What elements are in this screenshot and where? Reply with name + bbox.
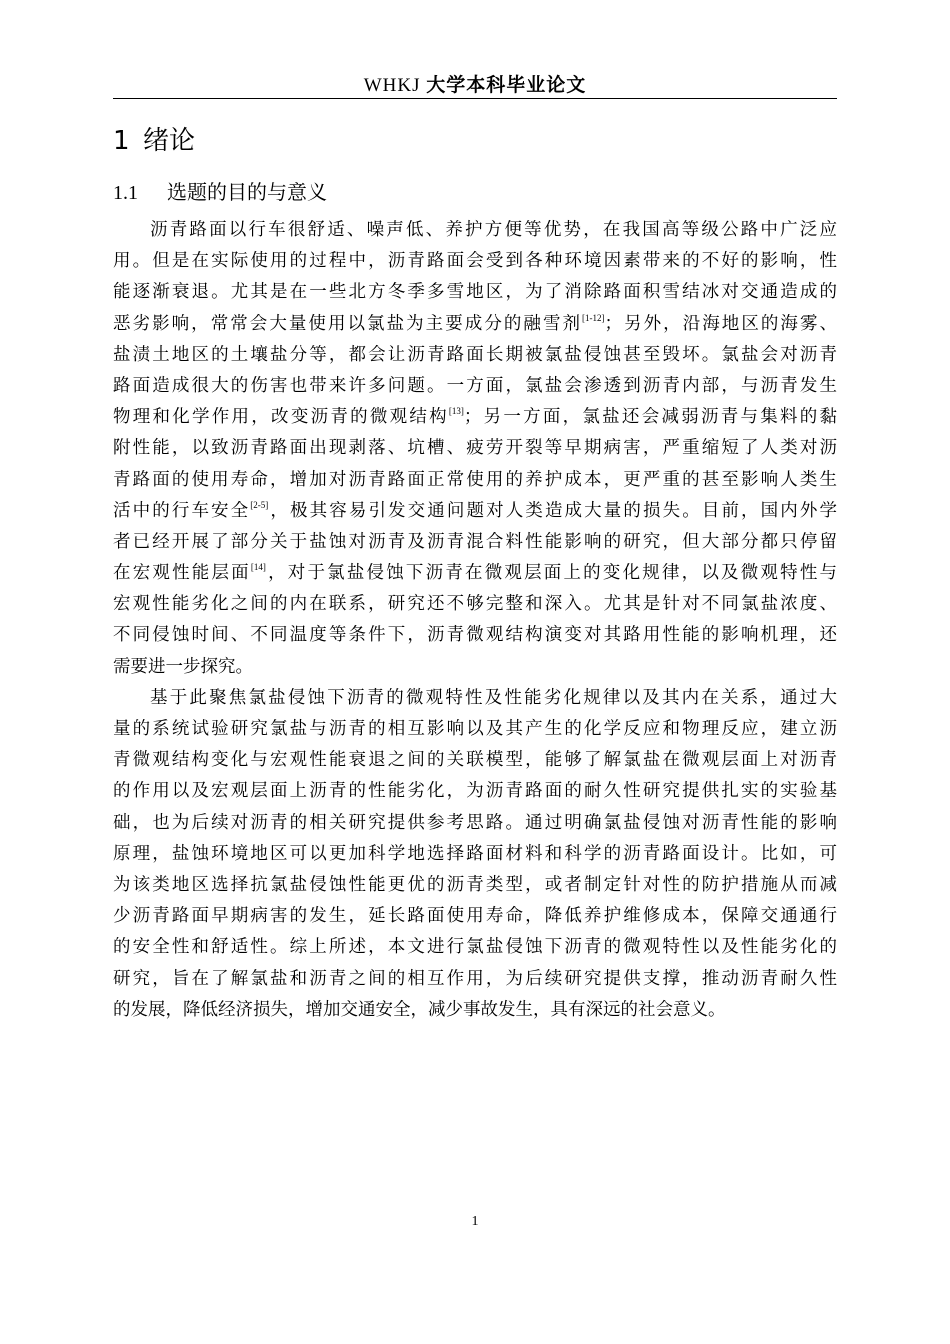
text-run: 用。但是在实际使用的过程中，沥青路面会受到各种环境因素带来的不好的影响，性: [113, 251, 837, 272]
paragraph-line: [113, 745, 837, 776]
citation-reference: [2-5]: [250, 499, 269, 510]
text-run: 物理和化学作用，改变沥青的微观结构: [113, 407, 449, 428]
text-run: 为该类地区选择抗氯盐侵蚀性能更优的沥青类型，或者制定针对性的防护措施从而减: [113, 874, 837, 895]
section-heading: [113, 177, 327, 208]
paragraph-line: [113, 277, 837, 308]
paragraph-line: [113, 527, 837, 558]
paragraph: [113, 215, 837, 683]
paragraph-line: [113, 465, 837, 496]
chapter-title: 绪论: [143, 126, 196, 156]
paragraph: [113, 683, 837, 1026]
paragraph-line: [113, 932, 837, 963]
citation-reference: [14]: [250, 562, 266, 573]
citation-reference: [1-12]: [582, 312, 605, 323]
text-run: 的作用以及宏观层面上沥青的性能劣化，为沥青路面的耐久性研究提供扎实的实验基: [113, 781, 837, 802]
text-run: 不同侵蚀时间、不同温度等条件下，沥青微观结构演变对其路用性能的影响机理，还: [113, 625, 837, 646]
text-run: 研究，旨在了解氯盐和沥青之间的相互作用，为后续研究提供支撑，推动沥青耐久性: [113, 968, 837, 989]
text-run: 青路面的使用寿命，增加对沥青路面正常使用的养护成本，更严重的甚至影响人类生: [113, 469, 837, 490]
paragraph-line: [113, 402, 837, 433]
text-run: 能逐渐衰退。尤其是在一些北方冬季多雪地区，为了消除路面积雪结冰对交通造成的: [113, 282, 837, 303]
paragraph-line: [113, 808, 837, 839]
paragraph-line: [113, 776, 837, 807]
paragraph-line: [113, 870, 837, 901]
paragraph-line: [113, 589, 837, 620]
text-run: 量的系统试验研究氯盐与沥青的相互影响以及其产生的化学反应和物理反应，建立沥: [113, 719, 837, 739]
text-run: 附性能，以致沥青路面出现剥落、坑槽、疲劳开裂等早期病害，严重缩短了人类对沥: [113, 438, 837, 459]
chapter-number: 1: [113, 126, 130, 156]
text-run: 盐渍土地区的土壤盐分等，都会让沥青路面长期被氯盐侵蚀甚至毁坏。氯盐会对沥青: [113, 344, 837, 365]
chapter-heading: [113, 124, 195, 158]
citation-reference: [13]: [448, 406, 464, 417]
text-run: 的安全性和舒适性。综上所述，本文进行氯盐侵蚀下沥青的微观特性以及性能劣化的: [113, 937, 837, 958]
paragraph-line: [113, 652, 837, 683]
paragraph-line: [113, 714, 837, 745]
text-run: 在宏观性能层面: [113, 563, 251, 584]
text-run: 路面造成很大的伤害也带来许多问题。一方面，氯盐会渗透到沥青内部，与沥青发生: [113, 375, 837, 396]
section-title: 选题的目的与意义: [167, 180, 327, 204]
paragraph-line: [113, 371, 837, 402]
text-run: 础，也为后续对沥青的相关研究提供参考思路。通过明确氯盐侵蚀对沥青性能的影响: [113, 812, 837, 833]
text-run: 需要进一步探究。: [113, 656, 253, 677]
text-run: 少沥青路面早期病害的发生，延长路面使用寿命，降低养护维修成本，保障交通通行: [113, 906, 837, 927]
paragraph-line: [113, 309, 837, 340]
paragraph-line: [113, 995, 837, 1026]
paragraph-line: [113, 433, 837, 464]
text-run: 沥青路面以行车很舒适、噪声低、养护方便等优势，在我国高等级公路中广泛应: [150, 220, 837, 240]
paragraph-line: [113, 496, 837, 527]
section-number: 1.1: [113, 182, 138, 204]
text-run: 恶劣影响，常常会大量使用以氯盐为主要成分的融雪剂: [113, 313, 583, 334]
text-run: 者已经开展了部分关于盐蚀对沥青及沥青混合料性能影响的研究，但大部分都只停留: [113, 531, 837, 552]
paragraph-line: [113, 340, 837, 371]
text-run: ；另一方面，氯盐还会减弱沥青与集料的黏: [463, 407, 838, 428]
text-run: 宏观性能劣化之间的内在联系，研究还不够完整和深入。尤其是针对不同氯盐浓度、: [113, 594, 837, 615]
paragraph-line: [113, 215, 837, 246]
text-run: ，对于氯盐侵蚀下沥青在微观层面上的变化规律，以及微观特性与: [265, 563, 838, 584]
text-run: 青微观结构变化与宏观性能衰退之间的关联模型，能够了解氯盐在微观层面上对沥青: [113, 750, 837, 771]
text-run: 原理，盐蚀环境地区可以更加科学地选择路面材料和科学的沥青路面设计。比如，可: [113, 843, 837, 864]
text-run: ，极其容易引发交通问题对人类造成大量的损失。目前，国内外学: [268, 500, 838, 521]
header-title: 大学本科毕业论文: [426, 74, 587, 96]
paragraph-line: [113, 246, 837, 277]
text-run: ；另外，沿海地区的海雾、: [604, 313, 838, 334]
paragraph-line: [113, 964, 837, 995]
paragraph-line: [113, 620, 837, 651]
text-run: 基于此聚焦氯盐侵蚀下沥青的微观特性及性能劣化规律以及其内在关系，通过大: [150, 687, 837, 708]
header-prefix: WHKJ: [363, 75, 421, 96]
text-run: 活中的行车安全: [113, 500, 251, 521]
paragraph-line: [113, 683, 837, 714]
page-number: 1: [471, 1214, 479, 1229]
body-text: [113, 215, 837, 1026]
paragraph-line: [113, 558, 837, 589]
paragraph-line: [113, 901, 837, 932]
text-run: 的发展，降低经济损失，增加交通安全，减少事故发生，具有深远的社会意义。: [113, 999, 726, 1020]
running-header: [113, 70, 837, 99]
paragraph-line: [113, 839, 837, 870]
